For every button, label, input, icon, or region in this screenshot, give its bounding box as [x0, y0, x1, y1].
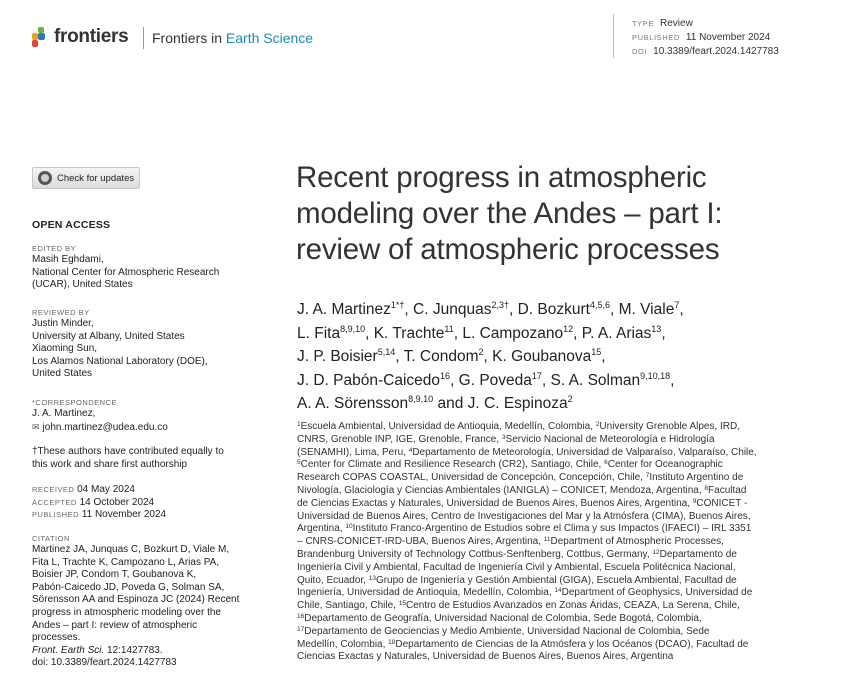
frontiers-logo-icon — [32, 27, 50, 47]
author-name: J. P. Boisier — [297, 348, 378, 365]
reviewed-by-section — [32, 307, 247, 381]
title-line: modeling over the Andes – part I: — [296, 197, 723, 230]
affiliation-line — [297, 613, 797, 626]
author-name: , K. Trachte — [365, 324, 445, 342]
affiliation-text: Instituto Argentino de — [649, 472, 744, 484]
author-name: , S. A. Solman — [541, 371, 641, 389]
superscript-marker[interactable]: 7 — [674, 300, 680, 310]
affiliation-text: Ingeniería Civil y Ambiental, Facultad de Ingeniería Civil y Ambiental, Escuela Politécnica Nacional, — [297, 561, 736, 573]
superscript-marker[interactable]: 5 — [297, 459, 301, 467]
affiliation-text: Escuela Ambiental, Universidad de Antioquia, Medellín, Colombia, — [300, 421, 596, 432]
affiliation-line — [297, 600, 797, 613]
author-name: , M. Viale — [609, 301, 675, 318]
affiliation-text: Department of Atmospheric Processes, — [550, 536, 724, 548]
article-title — [296, 160, 816, 268]
citation-line: Fita L, Trachte K, Campozano L, Arias PA, — [32, 556, 220, 568]
affiliation-text: Research COPAS COASTAL, Universidad de Concepción, Concepción, Chile, — [297, 472, 646, 484]
affiliation-text: Centro de Estudios Avanzados en Zonas Áridas, CEAZA, La Serena, Chile, — [405, 600, 740, 612]
reviewer-line: University at Albany, United States — [32, 330, 185, 342]
superscript-marker[interactable]: 15 — [591, 347, 602, 357]
date-published — [32, 509, 247, 522]
affiliation-line — [297, 459, 797, 472]
editor-line: National Center for Atmospheric Research — [32, 266, 220, 278]
citation-line: Martinez JA, Junquas C, Bozkurt D, Viale M, — [32, 544, 230, 555]
meta-value[interactable]: 10.3389/feart.2024.1427783 — [653, 46, 779, 57]
superscript-marker[interactable]: 6 — [604, 459, 608, 467]
open-access-label: OPEN ACCESS — [32, 219, 111, 231]
affiliation-text: Department of Geophysics, Universidad de — [561, 587, 753, 599]
affiliation-text: Facultad — [708, 484, 747, 496]
reviewer-line: Justin Minder, — [32, 318, 94, 329]
author-name: , — [679, 301, 684, 318]
citation-line: Andes – part I: review of atmospheric — [32, 619, 198, 631]
affiliation-text: Nivología, Glaciología y Ciencias Ambientales (IANIGLA) – CONICET, Mendoza, Argentina, — [297, 484, 705, 496]
meta-doi — [632, 45, 779, 59]
superscript-marker[interactable]: 5,14 — [377, 347, 396, 357]
superscript-marker[interactable]: 4 — [408, 446, 413, 454]
superscript-marker[interactable]: 3 — [501, 433, 506, 441]
correspondence-email-row[interactable] — [32, 421, 247, 435]
superscript-marker[interactable]: 11 — [444, 323, 454, 334]
meta-key: DOI — [632, 47, 648, 56]
citation-volume: 12:1427783. — [104, 644, 163, 656]
superscript-marker[interactable]: 15 — [398, 600, 406, 608]
author-name: L. Fita — [297, 324, 341, 342]
affiliation-line — [297, 575, 797, 588]
author-name: , — [601, 348, 606, 365]
affiliation-line — [297, 447, 797, 460]
edited-by-label: EDITED BY — [32, 244, 77, 253]
affiliation-text: Departamento de Meteorología, Universidad de Valparaíso, Valparaíso, Chile, — [412, 446, 757, 458]
dates-section — [32, 484, 247, 522]
equal-contrib-line: this work and share first authorship — [32, 458, 188, 470]
affiliation-text: Chile, Santiago, Chile, — [297, 600, 399, 612]
superscript-marker[interactable]: 12 — [563, 323, 574, 334]
update-check-icon — [38, 171, 52, 185]
citation-line: Boisier JP, Condom T, Goubanova K, — [32, 569, 197, 581]
meta-key: PUBLISHED — [632, 33, 680, 42]
affiliation-text: Medellín, Colombia, — [297, 638, 389, 650]
correspondence-section — [32, 397, 247, 434]
superscript-marker[interactable]: 17 — [297, 625, 305, 633]
reviewer-line: Xiaoming Sun, — [32, 343, 98, 355]
meta-value: Review — [660, 18, 693, 29]
superscript-marker[interactable]: 2 — [567, 394, 573, 404]
affiliation-line — [297, 485, 797, 498]
affiliation-text: CONICET - — [696, 497, 748, 509]
journal-accent: Earth Science — [225, 30, 314, 46]
journal-name[interactable] — [152, 30, 313, 46]
editor-line: (UCAR), United States — [32, 279, 133, 291]
superscript-marker[interactable]: 8,9,10 — [340, 323, 366, 334]
superscript-marker[interactable]: 17 — [531, 370, 542, 381]
meta-type — [632, 17, 779, 31]
date-label: ACCEPTED — [32, 497, 77, 507]
correspondence-email[interactable]: john.martinez@udea.edu.co — [42, 421, 168, 433]
affiliation-line — [297, 639, 797, 652]
superscript-marker[interactable]: 2 — [595, 421, 600, 428]
author-name: J. A. Martinez — [297, 301, 391, 318]
citation-journal-line — [32, 645, 247, 658]
affiliation-text: Departamento de Ciencias de la Atmósfera y los Océanos (DCAO), Facultad de — [395, 638, 749, 650]
affiliation-text: Departamento de Geociencias y Medio Ambiente, Universidad Nacional de Colombia, Sede — [304, 625, 710, 637]
superscript-marker[interactable]: 13 — [651, 323, 662, 334]
date-received — [32, 484, 247, 497]
author-line — [297, 392, 817, 416]
affiliation-text: – CNRS-CONICET-IRD-UBA, Buenos Aires, Argentina, — [297, 536, 544, 548]
affiliation-text: Quito, Ecuador, — [297, 574, 369, 586]
author-line — [297, 322, 817, 346]
affiliation-line — [297, 626, 797, 639]
title-line: review of atmospheric processes — [296, 233, 720, 266]
mail-icon: ✉ — [32, 421, 40, 432]
superscript-marker[interactable]: 8,9,10 — [408, 394, 434, 404]
author-name: and J. C. Espinoza — [433, 395, 568, 412]
superscript-marker[interactable]: 8 — [704, 484, 709, 492]
date-value: 04 May 2024 — [77, 484, 135, 495]
affiliation-text: de Ciencias Exactas y Naturales, Universidad de Buenos Aires, Buenos Aires, Argentina, — [297, 497, 693, 509]
affiliation-line — [297, 434, 797, 447]
title-line: Recent progress in atmospheric — [296, 161, 707, 194]
author-line — [297, 345, 817, 369]
meta-published — [632, 31, 779, 45]
author-name: J. D. Pabón-Caicedo — [297, 371, 441, 389]
affiliation-line — [297, 498, 797, 511]
author-name: , — [661, 324, 666, 342]
edited-by-section — [32, 243, 247, 292]
citation-line: Sörensson AA and Espinoza JC (2024) Recent — [32, 594, 240, 606]
affiliation-line — [297, 536, 797, 549]
affiliation-line — [297, 421, 797, 434]
article-meta — [632, 17, 779, 59]
citation-section — [32, 533, 247, 670]
superscript-marker[interactable]: 2,3† — [491, 300, 509, 310]
editor-line: Masih Eghdami, — [32, 254, 104, 265]
citation-line: progress in atmospheric modeling over the — [32, 606, 221, 618]
date-accepted — [32, 497, 247, 510]
date-value: 14 October 2024 — [79, 496, 155, 508]
reviewer-line: United States — [32, 368, 93, 380]
equal-contrib-line: †These authors have contributed equally to — [32, 446, 224, 457]
author-name: , D. Bozkurt — [508, 301, 590, 318]
affiliation-text: Departamento de — [659, 548, 737, 560]
author-line — [297, 298, 817, 322]
affiliation-line — [297, 511, 797, 524]
affiliation-line — [297, 549, 797, 562]
author-line — [297, 369, 817, 393]
superscript-marker[interactable]: 11 — [543, 536, 551, 544]
superscript-marker[interactable]: 4,5,6 — [589, 300, 610, 310]
author-name: , P. A. Arias — [573, 324, 652, 342]
affiliation-text: CNRS, Grenoble INP, IGE, Grenoble, France, — [297, 433, 502, 445]
author-name: , K. Goubanova — [483, 348, 592, 365]
affiliation-line — [297, 562, 797, 575]
affiliations — [297, 421, 797, 664]
header-divider — [143, 27, 144, 49]
meta-divider — [613, 14, 614, 58]
superscript-marker[interactable]: 9,10,18 — [640, 370, 671, 381]
logo-text: frontiers — [54, 26, 129, 47]
citation-line: processes. — [32, 632, 81, 644]
date-label: RECEIVED — [32, 485, 75, 494]
author-name: , G. Poveda — [450, 371, 532, 389]
affiliation-text: Center for Oceanographic — [607, 459, 723, 471]
affiliation-text: Departamento de Geografía, Universidad Nacional de Colombia, Sede Bogotá, Colombia, — [304, 612, 702, 624]
superscript-marker[interactable]: 12 — [652, 548, 660, 556]
superscript-marker[interactable]: 7 — [645, 472, 650, 480]
superscript-marker[interactable]: 14 — [554, 587, 562, 595]
affiliation-text: Center for Climate and Resilience Research (CR2), Santiago, Chile, — [300, 459, 605, 471]
superscript-marker[interactable]: 2 — [478, 347, 484, 357]
affiliation-text: Instituto Franco-Argentino de Estudios sobre el Clima y sus Impactos (IFAECI) – IRL 3351 — [352, 523, 752, 535]
frontiers-logo[interactable] — [32, 26, 128, 48]
citation-label: CITATION — [32, 534, 70, 543]
reviewed-by-label: REVIEWED BY — [32, 308, 90, 317]
affiliation-text: Ingeniería, Universidad de Antioquia, Medellín, Colombia, — [297, 587, 555, 599]
author-name: , C. Junquas — [404, 301, 492, 318]
date-label: PUBLISHED — [32, 510, 80, 520]
affiliation-text: Grupo de Ingeniería y Gestión Ambiental (GIGA), Escuela Ambiental, Facultad de — [375, 574, 737, 586]
reviewer-line: Los Alamos National Laboratory (DOE), — [32, 355, 208, 367]
journal-prefix: Frontiers in — [152, 30, 226, 46]
affiliation-line — [297, 472, 797, 485]
correspondence-label: *CORRESPONDENCE — [32, 398, 118, 407]
meta-key: TYPE — [632, 19, 654, 28]
affiliation-text: University Grenoble Alpes, IRD, — [599, 421, 741, 432]
superscript-marker[interactable]: 18 — [388, 638, 396, 646]
superscript-marker[interactable]: 10 — [345, 523, 353, 531]
affiliation-text: Servicio Nacional de Meteorología e Hidrología — [505, 433, 715, 445]
affiliation-text: (SENAMHI), Lima, Peru, — [297, 446, 409, 458]
equal-contribution-note — [32, 446, 247, 471]
superscript-marker[interactable]: 1 — [297, 421, 301, 428]
citation-line: Pabón-Caicedo JD, Poveda G, Solman SA, — [32, 581, 225, 593]
author-name: A. A. Sörensson — [297, 395, 409, 412]
affiliation-text: Universidad de Buenos Aires, Centro de Investigaciones del Mar y la Atmósfera (CIMA), Buenos Aires, — [297, 510, 751, 522]
affiliation-text: Ciencias Exactas y Naturales, Universidad de Buenos Aires, Buenos Aires, Argentina — [297, 651, 674, 663]
correspondence-name: J. A. Martinez, — [32, 408, 96, 419]
superscript-marker[interactable]: 9 — [692, 497, 697, 505]
author-list — [297, 298, 817, 416]
author-name: , — [670, 371, 675, 389]
superscript-marker[interactable]: 1*† — [390, 300, 405, 310]
affiliation-text: Brandenburg University of Technology Cottbus-Senftenberg, Cottbus, Germany, — [297, 548, 653, 560]
check-for-updates-button[interactable] — [32, 167, 140, 189]
affiliation-line — [297, 523, 797, 536]
affiliation-line — [297, 587, 797, 600]
date-value: 11 November 2024 — [81, 509, 167, 521]
affiliation-text: Argentina, — [297, 523, 346, 535]
check-updates-label: Check for updates — [57, 172, 135, 184]
author-name: , T. Condom — [395, 348, 479, 365]
citation-journal: Front. Earth Sci. — [32, 644, 105, 656]
author-name: , L. Campozano — [453, 324, 564, 342]
citation-doi[interactable]: doi: 10.3389/feart.2024.1427783 — [32, 657, 177, 669]
affiliation-line — [297, 651, 797, 664]
superscript-marker[interactable]: 13 — [368, 574, 376, 582]
superscript-marker[interactable]: 16 — [440, 370, 451, 381]
superscript-marker[interactable]: 16 — [297, 612, 305, 620]
meta-value: 11 November 2024 — [685, 32, 771, 43]
